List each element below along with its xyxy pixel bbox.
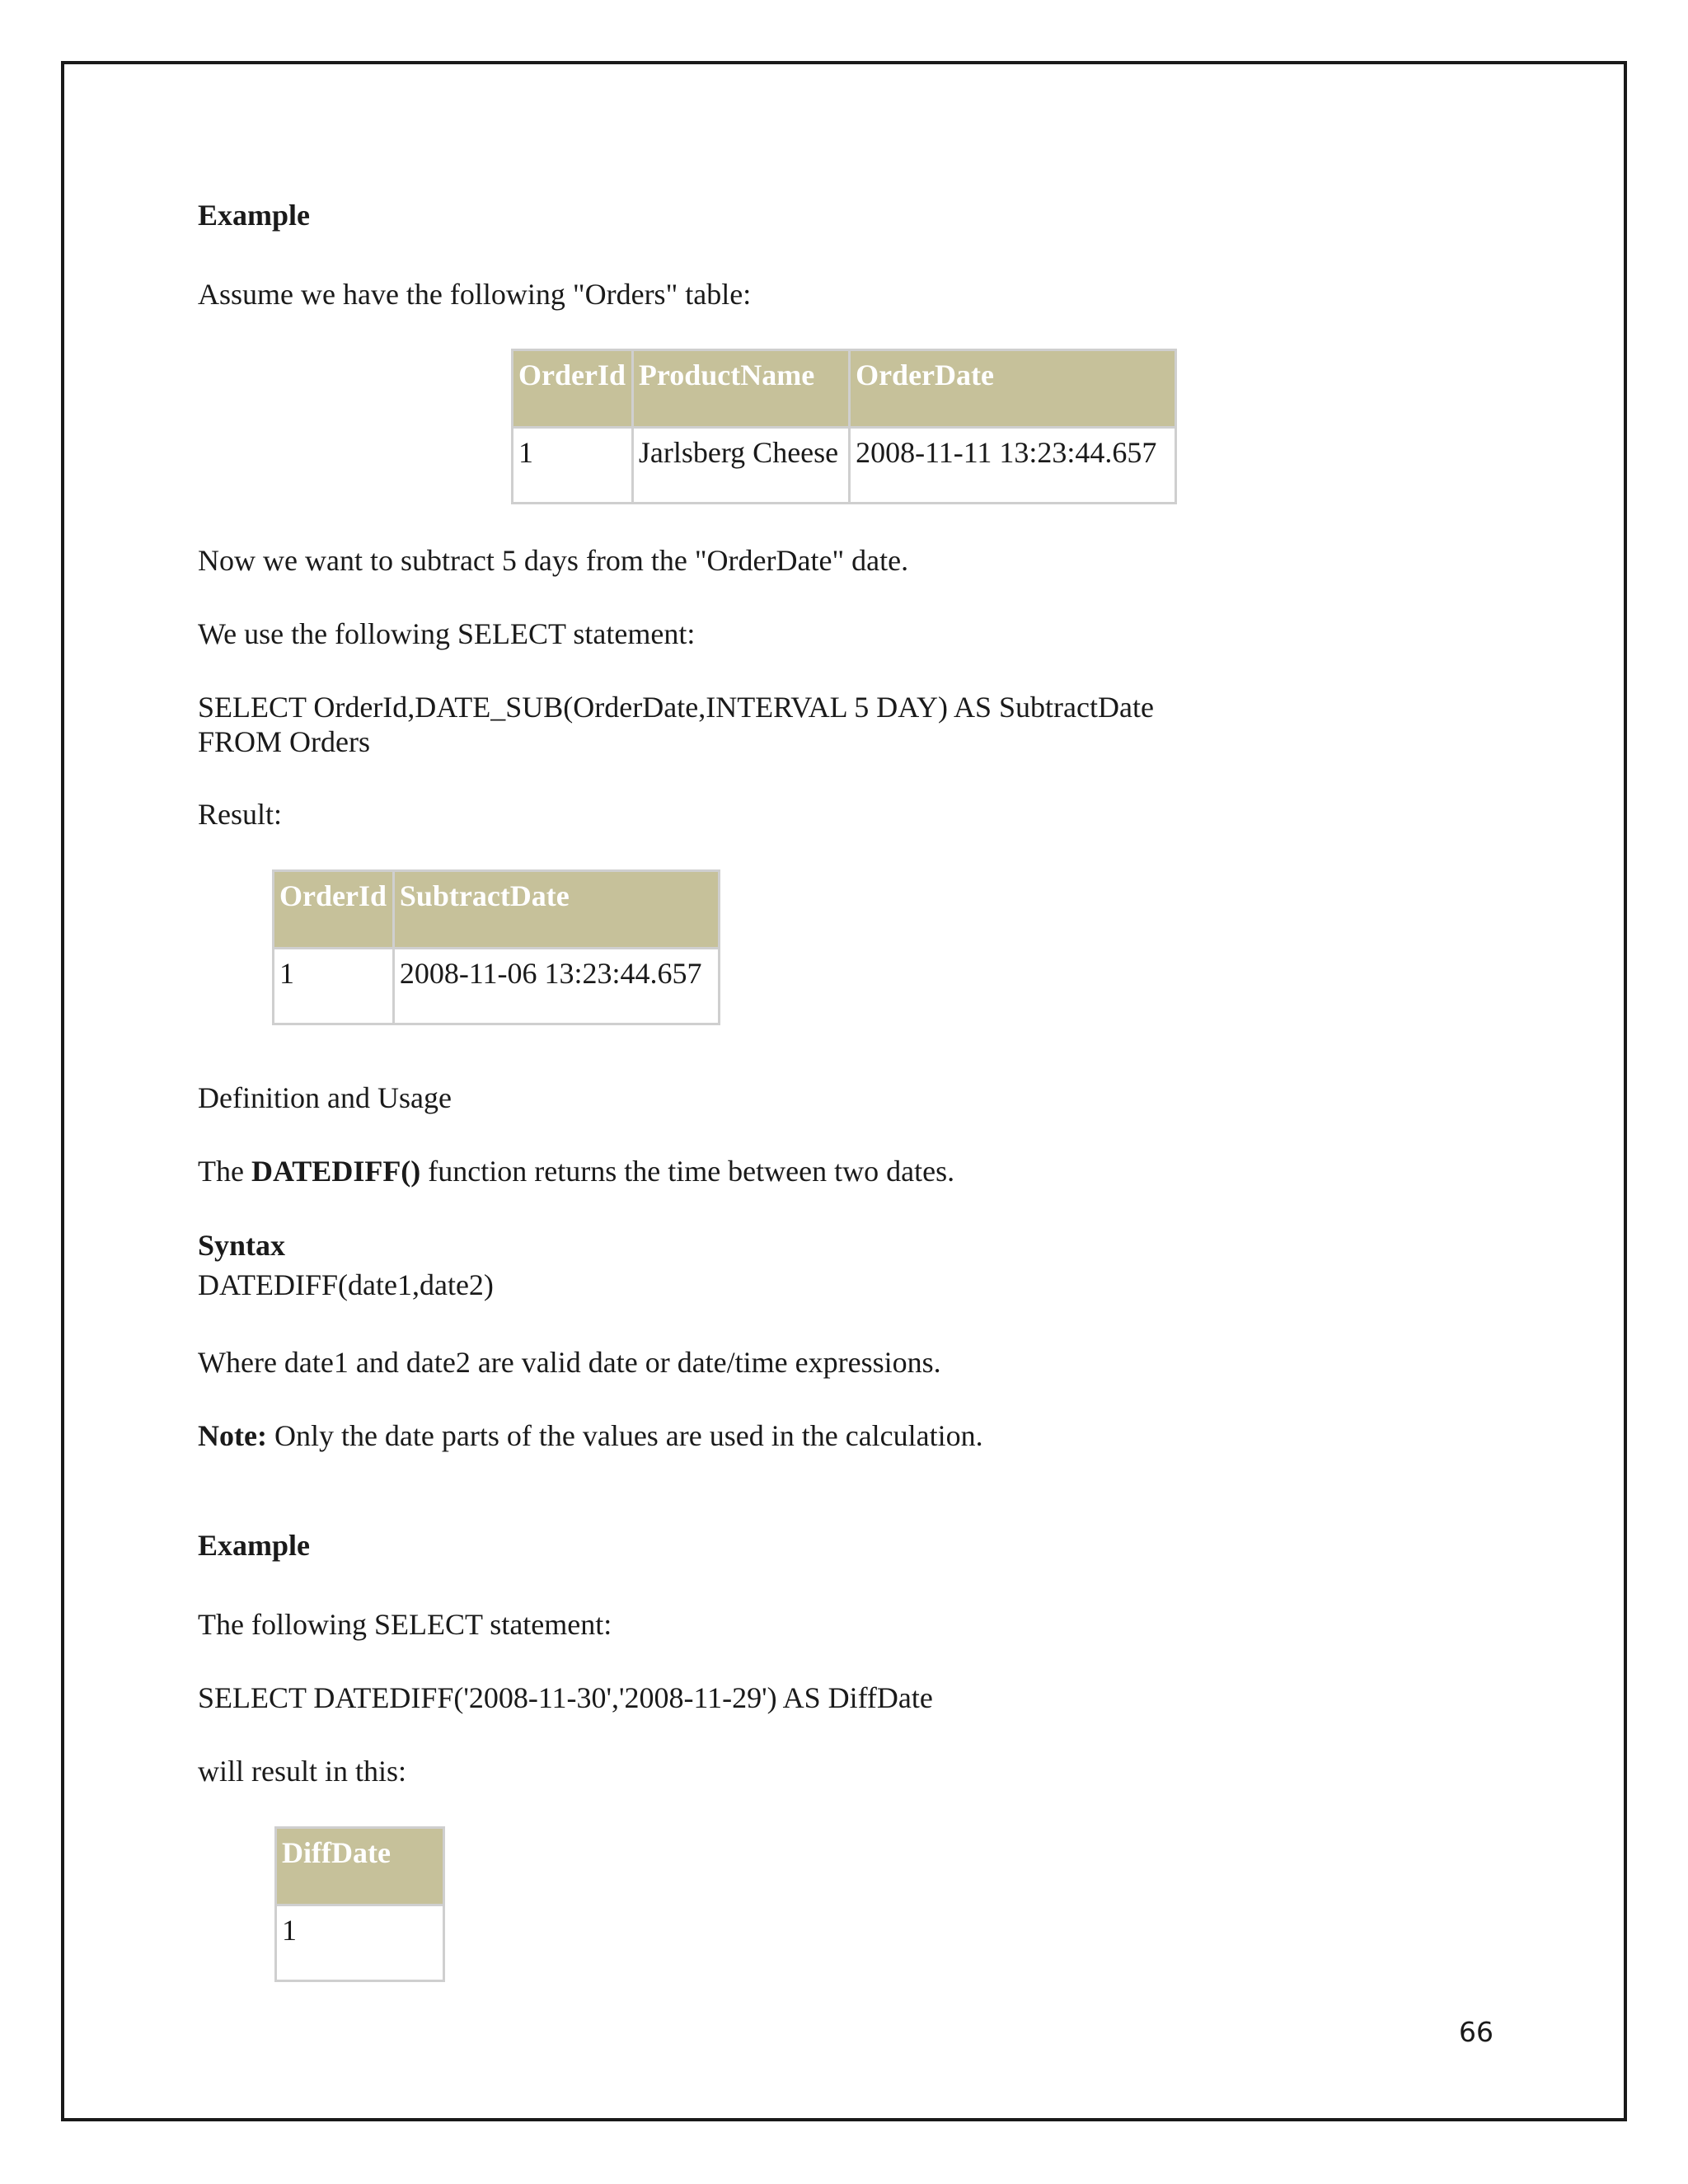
description-suffix: function returns the time between two dates. [420,1155,955,1188]
orders-table [511,349,1177,504]
table-row [274,949,720,1024]
diff-sql: SELECT DATEDIFF('2008-11-30','2008-11-29') AS DiffDate [198,1681,933,1714]
result-cell-subtractdate: 2008-11-06 13:23:44.657 [393,949,719,1024]
orders-table-header-row [513,350,1176,428]
result-header-subtractdate: SubtractDate [393,871,719,949]
syntax-heading: Syntax [198,1229,286,1262]
where-text: Where date1 and date2 are valid date or date/time expressions. [198,1346,941,1379]
sql-line-2: FROM Orders [198,725,371,758]
following-text: The following SELECT statement: [198,1608,612,1641]
example-heading-2: Example [198,1529,311,1562]
diff-table-header-row [276,1828,444,1905]
diff-header-diffdate: DiffDate [276,1828,444,1905]
result-label: Result: [198,798,283,831]
function-name: DATEDIFF() [251,1155,421,1188]
orders-cell-productname: Jarlsberg Cheese [632,428,849,504]
orders-cell-orderdate: 2008-11-11 13:23:44.657 [850,428,1176,504]
note-text [198,1418,983,1453]
result-table [272,869,720,1025]
orders-header-orderid: OrderId [513,350,633,428]
result-header-orderid: OrderId [274,871,394,949]
sql-line-1: SELECT OrderId,DATE_SUB(OrderDate,INTERVAL 5 DAY) AS SubtractDate [198,691,1154,724]
definition-heading: Definition and Usage [198,1081,452,1114]
description-prefix: The [198,1155,251,1188]
result-table-header-row [274,871,720,949]
use-statement-text: We use the following SELECT statement: [198,617,696,650]
orders-cell-orderid: 1 [513,428,633,504]
note-body: Only the date parts of the values are used in the calculation. [266,1419,983,1452]
syntax-text: DATEDIFF(date1,date2) [198,1268,494,1301]
table-row [276,1905,444,1981]
note-label: Note: [198,1419,267,1452]
orders-header-orderdate: OrderDate [850,350,1176,428]
result-cell-orderid: 1 [274,949,394,1024]
diff-cell-value: 1 [276,1905,444,1981]
intro-text: Assume we have the following "Orders" table: [198,278,752,311]
page-number: 66 [1459,2016,1493,2048]
goal-text: Now we want to subtract 5 days from the "OrderDate" date. [198,544,909,577]
example-heading-1: Example [198,199,311,232]
diff-table [274,1826,445,1982]
will-result-text: will result in this: [198,1755,407,1788]
orders-header-productname: ProductName [632,350,849,428]
table-row [513,428,1176,504]
description-text [198,1154,954,1188]
